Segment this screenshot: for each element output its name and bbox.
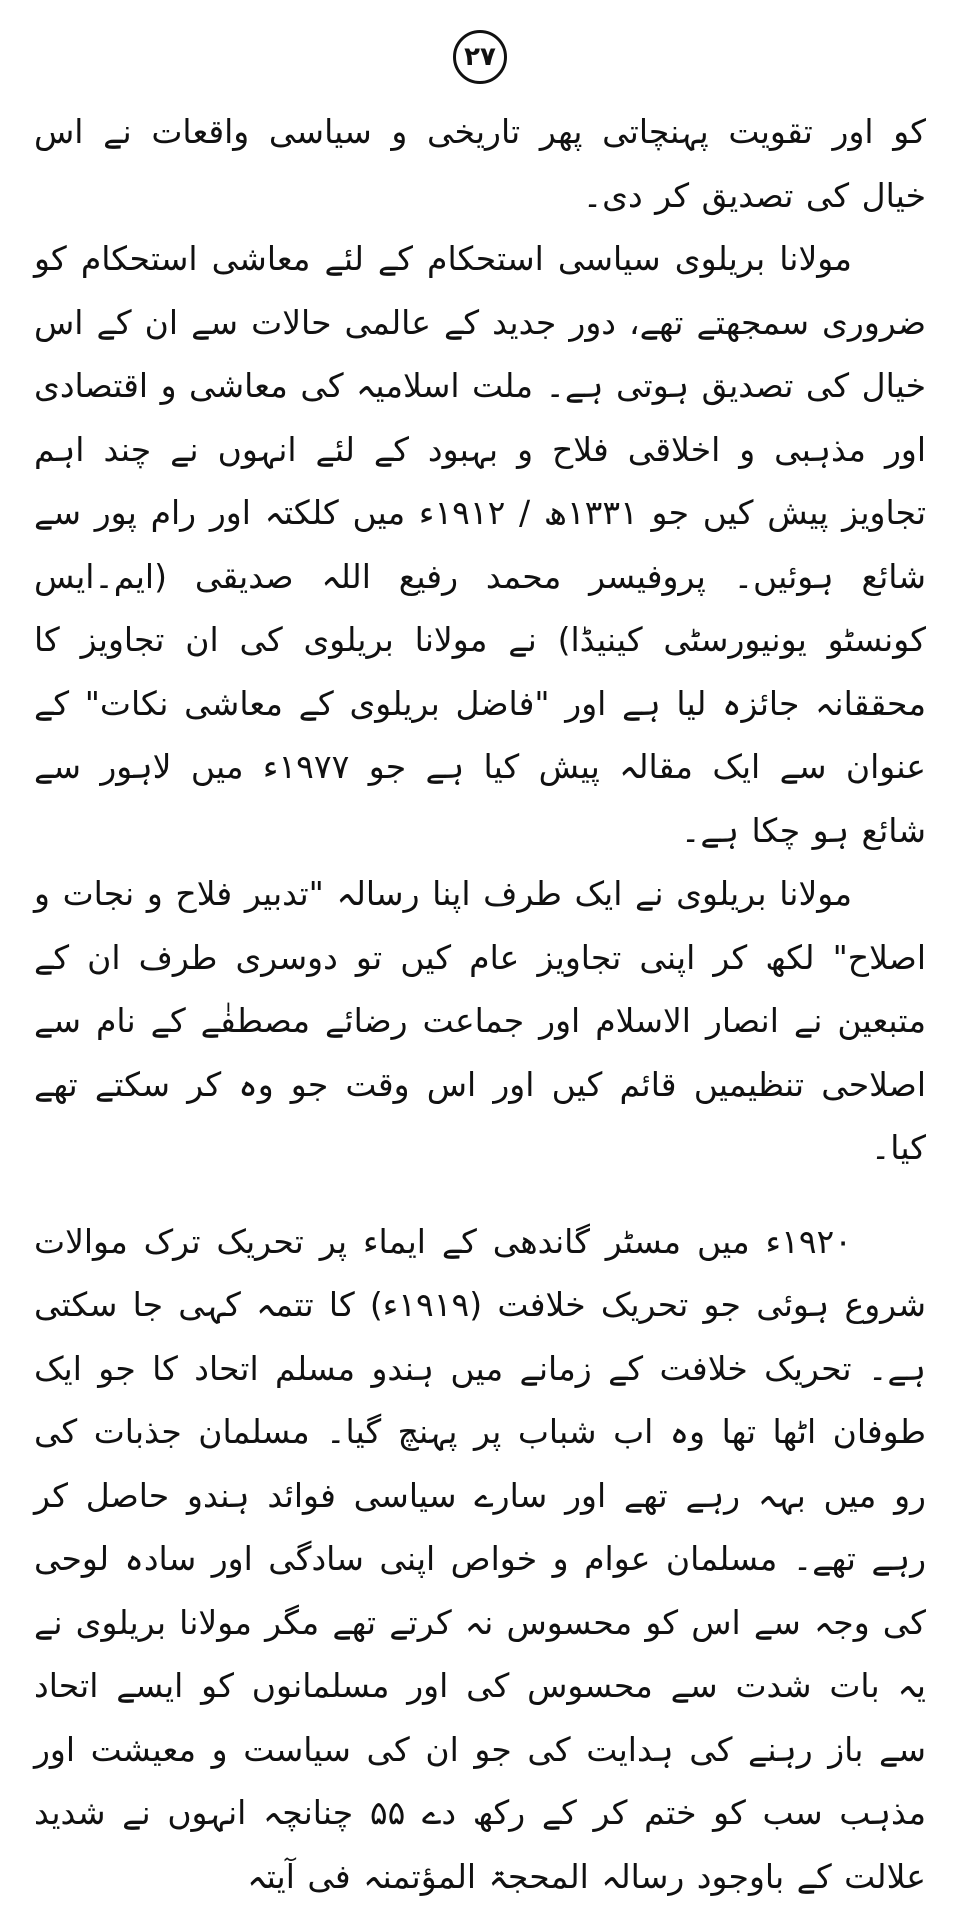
paragraph-continuation: کو اور تقویت پہنچاتی پھر تاریخی و سیاسی واقعات نے اس خیال کی تصدیق کر دی۔	[34, 100, 926, 227]
paragraph-non-cooperation-movement: ۱۹۲۰ء میں مسٹر گاندھی کے ایماء پر تحریک ترک موالات شروع ہوئی جو تحریک خلافت (۱۹۱۹ء) کا تتمہ کہی جا سکتی ہے۔ تحریک خلافت کے زمانے میں ہندو مسلم اتحاد کا جو ایک طوفان اٹھا تھا وہ اب شباب پر پہنچ گیا۔ مسلمان جذبات کی رو میں بہہ رہے تھے اور سارے سیاسی فوائد ہندو حاصل کر رہے تھے۔ مسلمان عوام و خواص اپنی سادگی اور سادہ لوحی کی وجہ سے اس کو محسوس نہ کرتے تھے مگر مولانا بریلوی نے یہ بات شدت سے محسوس کی اور مسلمانوں کو ایسے اتحاد سے باز رہنے کی ہدایت کی جو ان کی سیاست و معیشت اور مذہب سب کو ختم کر کے رکھ دے ۵۵ چنانچہ انہوں نے شدید علالت کے باوجود رسالہ المحجۃ المؤتمنہ فی آیتہ	[34, 1210, 926, 1908]
paragraph-economic-proposals: مولانا بریلوی سیاسی استحکام کے لئے معاشی استحکام کو ضروری سمجھتے تھے، دور جدید کے عالمی حالات سے ان کے اس خیال کی تصدیق ہوتی ہے۔ ملت اسلامیہ کی معاشی و اقتصادی اور مذہبی و اخلاقی فلاح و بہبود کے لئے انہوں نے چند اہم تجاویز پیش کیں جو ۱۳۳۱ھ / ۱۹۱۲ء میں کلکتہ اور رام پور سے شائع ہوئیں۔ پروفیسر محمد رفیع اللہ صدیقی (ایم۔ایس کونسٹو یونیورسٹی کینیڈا) نے مولانا بریلوی کی ان تجاویز کا محققانہ جائزہ لیا ہے اور "فاضل بریلوی کے معاشی نکات" کے عنوان سے ایک مقالہ پیش کیا ہے جو ۱۹۷۷ء میں لاہور سے شائع ہو چکا ہے۔	[34, 227, 926, 862]
paragraph-gap	[34, 1180, 926, 1210]
paragraph-reform-organizations: مولانا بریلوی نے ایک طرف اپنا رسالہ "تدبیر فلاح و نجات و اصلاح" لکھ کر اپنی تجاویز عام کیں تو دوسری طرف ان کے متبعین نے انصار الاسلام اور جماعت رضائے مصطفٰے کے نام سے اصلاحی تنظیمیں قائم کیں اور اس وقت جو وہ کر سکتے تھے کیا۔	[34, 862, 926, 1180]
page-number: ۲۷	[453, 30, 507, 84]
body-text	[34, 100, 926, 1908]
